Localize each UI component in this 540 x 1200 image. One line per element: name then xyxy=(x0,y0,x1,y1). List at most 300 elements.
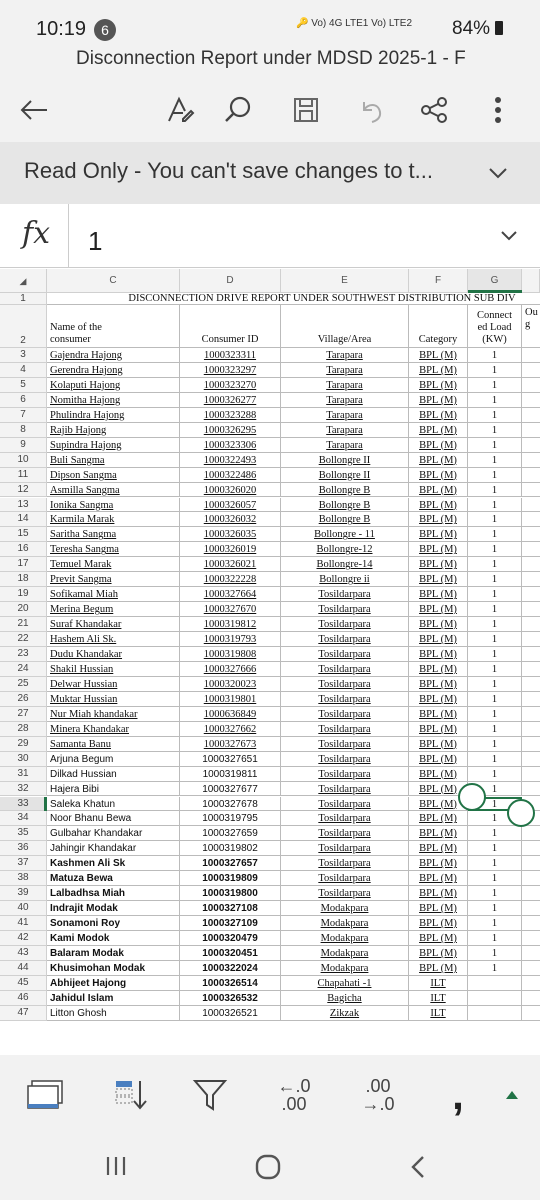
village-cell[interactable]: Tosildarpara xyxy=(281,767,409,782)
empty-cell[interactable] xyxy=(522,946,540,961)
load-cell[interactable]: 1 xyxy=(468,483,522,498)
column-header[interactable] xyxy=(522,269,540,293)
selection-handle-start[interactable] xyxy=(458,783,486,811)
row-header[interactable]: 42 xyxy=(0,931,47,946)
category-cell[interactable]: BPL (M) xyxy=(409,707,468,722)
row-header[interactable]: 17 xyxy=(0,557,47,572)
consumer-id-cell[interactable]: 1000323288 xyxy=(180,408,281,423)
load-cell[interactable]: 1 xyxy=(468,662,522,677)
empty-cell[interactable] xyxy=(522,617,540,632)
consumer-name-cell[interactable]: Dipson Sangma xyxy=(47,468,180,483)
village-cell[interactable]: Bagicha xyxy=(281,991,409,1006)
consumer-id-cell[interactable]: 1000319793 xyxy=(180,632,281,647)
village-cell[interactable]: Tosildarpara xyxy=(281,707,409,722)
consumer-name-cell[interactable]: Noor Bhanu Bewa xyxy=(47,811,180,826)
consumer-id-cell[interactable]: 1000319809 xyxy=(180,871,281,886)
empty-cell[interactable] xyxy=(522,886,540,901)
consumer-id-cell[interactable]: 1000326057 xyxy=(180,498,281,513)
consumer-id-cell[interactable]: 1000327651 xyxy=(180,752,281,767)
load-cell[interactable]: 1 xyxy=(468,632,522,647)
row-header[interactable]: 38 xyxy=(0,871,47,886)
village-cell[interactable]: Tosildarpara xyxy=(281,602,409,617)
empty-cell[interactable] xyxy=(522,572,540,587)
consumer-id-cell[interactable]: 1000320479 xyxy=(180,931,281,946)
row-header[interactable]: 40 xyxy=(0,901,47,916)
category-cell[interactable]: BPL (M) xyxy=(409,946,468,961)
load-cell[interactable]: 1 xyxy=(468,916,522,931)
row-header[interactable]: 39 xyxy=(0,886,47,901)
decrease-decimal-button[interactable] xyxy=(268,1069,320,1121)
consumer-name-cell[interactable]: Hajera Bibi xyxy=(47,782,180,797)
empty-cell[interactable] xyxy=(522,483,540,498)
row-header[interactable]: 37 xyxy=(0,856,47,871)
home-icon[interactable] xyxy=(254,1153,282,1181)
empty-cell[interactable] xyxy=(522,976,540,991)
category-cell[interactable]: BPL (M) xyxy=(409,797,468,812)
consumer-id-cell[interactable]: 1000319795 xyxy=(180,811,281,826)
consumer-id-cell[interactable]: 1000322493 xyxy=(180,453,281,468)
consumer-id-cell[interactable]: 1000322486 xyxy=(180,468,281,483)
village-cell[interactable]: Zikzak xyxy=(281,1006,409,1021)
consumer-name-cell[interactable]: Litton Ghosh xyxy=(47,1006,180,1021)
row-header[interactable]: 4 xyxy=(0,363,47,378)
consumer-name-cell[interactable]: Karmila Marak xyxy=(47,512,180,527)
consumer-name-cell[interactable]: Gerendra Hajong xyxy=(47,363,180,378)
consumer-id-cell[interactable]: 1000327678 xyxy=(180,797,281,812)
village-cell[interactable]: Tosildarpara xyxy=(281,587,409,602)
load-cell[interactable]: 1 xyxy=(468,946,522,961)
load-cell[interactable]: 1 xyxy=(468,886,522,901)
row-header[interactable]: 3 xyxy=(0,348,47,363)
consumer-id-cell[interactable]: 1000319801 xyxy=(180,692,281,707)
load-cell[interactable]: 1 xyxy=(468,602,522,617)
load-cell[interactable]: 1 xyxy=(468,647,522,662)
consumer-name-cell[interactable]: Nomitha Hajong xyxy=(47,393,180,408)
consumer-id-cell[interactable]: 1000326295 xyxy=(180,423,281,438)
expand-formula-icon[interactable] xyxy=(500,230,518,242)
row-header[interactable]: 2 xyxy=(0,305,47,348)
consumer-id-cell[interactable]: 1000326521 xyxy=(180,1006,281,1021)
category-cell[interactable]: BPL (M) xyxy=(409,468,468,483)
load-cell[interactable]: 1 xyxy=(468,707,522,722)
empty-cell[interactable] xyxy=(522,632,540,647)
consumer-name-cell[interactable]: Sonamoni Roy xyxy=(47,916,180,931)
category-cell[interactable]: BPL (M) xyxy=(409,782,468,797)
category-cell[interactable]: BPL (M) xyxy=(409,826,468,841)
consumer-id-cell[interactable]: 1000319812 xyxy=(180,617,281,632)
village-cell[interactable]: Tosildarpara xyxy=(281,782,409,797)
village-cell[interactable]: Bollongre B xyxy=(281,498,409,513)
consumer-name-cell[interactable]: Abhijeet Hajong xyxy=(47,976,180,991)
load-cell[interactable]: 1 xyxy=(468,363,522,378)
category-cell[interactable]: BPL (M) xyxy=(409,632,468,647)
empty-cell[interactable] xyxy=(522,991,540,1006)
consumer-name-cell[interactable]: Balaram Modak xyxy=(47,946,180,961)
row-header[interactable]: 15 xyxy=(0,527,47,542)
category-cell[interactable]: BPL (M) xyxy=(409,438,468,453)
empty-cell[interactable] xyxy=(522,393,540,408)
consumer-id-cell[interactable]: 1000327670 xyxy=(180,602,281,617)
empty-cell[interactable] xyxy=(522,557,540,572)
consumer-name-cell[interactable]: Saritha Sangma xyxy=(47,527,180,542)
village-cell[interactable]: Modakpara xyxy=(281,946,409,961)
load-cell[interactable]: 1 xyxy=(468,737,522,752)
consumer-id-cell[interactable]: 1000319808 xyxy=(180,647,281,662)
column-header[interactable]: E xyxy=(281,269,409,293)
consumer-id-cell[interactable]: 1000320023 xyxy=(180,677,281,692)
consumer-name-cell[interactable]: Kami Modok xyxy=(47,931,180,946)
consumer-name-cell[interactable]: Saleka Khatun xyxy=(47,797,180,812)
empty-cell[interactable] xyxy=(522,767,540,782)
empty-cell[interactable] xyxy=(522,752,540,767)
load-cell[interactable] xyxy=(468,1006,522,1021)
load-cell[interactable]: 1 xyxy=(468,453,522,468)
category-cell[interactable]: BPL (M) xyxy=(409,841,468,856)
consumer-id-cell[interactable]: 1000326514 xyxy=(180,976,281,991)
row-header[interactable]: 36 xyxy=(0,841,47,856)
consumer-id-cell[interactable]: 1000320451 xyxy=(180,946,281,961)
save-icon[interactable] xyxy=(286,90,326,130)
row-header[interactable]: 25 xyxy=(0,677,47,692)
load-cell[interactable]: 1 xyxy=(468,348,522,363)
village-cell[interactable]: Tosildarpara xyxy=(281,692,409,707)
village-cell[interactable]: Tarapara xyxy=(281,393,409,408)
village-cell[interactable]: Tosildarpara xyxy=(281,811,409,826)
category-cell[interactable]: BPL (M) xyxy=(409,617,468,632)
village-cell[interactable]: Tosildarpara xyxy=(281,886,409,901)
consumer-id-cell[interactable]: 1000326032 xyxy=(180,512,281,527)
load-cell[interactable]: 1 xyxy=(468,677,522,692)
row-header[interactable]: 24 xyxy=(0,662,47,677)
load-cell[interactable]: 1 xyxy=(468,423,522,438)
consumer-name-cell[interactable]: Merina Begum xyxy=(47,602,180,617)
row-header[interactable]: 19 xyxy=(0,587,47,602)
row-header[interactable]: 32 xyxy=(0,782,47,797)
column-header[interactable]: F xyxy=(409,269,468,293)
consumer-name-cell[interactable]: Kolaputi Hajong xyxy=(47,378,180,393)
category-cell[interactable]: BPL (M) xyxy=(409,483,468,498)
row-header[interactable]: 20 xyxy=(0,602,47,617)
empty-cell[interactable] xyxy=(522,692,540,707)
category-cell[interactable]: BPL (M) xyxy=(409,647,468,662)
back-icon[interactable] xyxy=(410,1155,426,1179)
read-only-banner[interactable] xyxy=(0,142,540,204)
village-cell[interactable]: Bollongre-14 xyxy=(281,557,409,572)
consumer-name-cell[interactable]: Rajib Hajong xyxy=(47,423,180,438)
consumer-id-cell[interactable]: 1000323270 xyxy=(180,378,281,393)
consumer-id-cell[interactable]: 1000323311 xyxy=(180,348,281,363)
category-cell[interactable]: ILT xyxy=(409,1006,468,1021)
category-cell[interactable]: ILT xyxy=(409,991,468,1006)
selection-handle-end[interactable] xyxy=(507,799,535,827)
village-cell[interactable]: Modakpara xyxy=(281,901,409,916)
empty-cell[interactable] xyxy=(522,871,540,886)
row-header[interactable]: 23 xyxy=(0,647,47,662)
row-header[interactable]: 35 xyxy=(0,826,47,841)
load-cell[interactable]: 1 xyxy=(468,512,522,527)
load-cell[interactable]: 1 xyxy=(468,527,522,542)
empty-cell[interactable] xyxy=(522,438,540,453)
empty-cell[interactable] xyxy=(522,468,540,483)
row-header[interactable]: 43 xyxy=(0,946,47,961)
empty-cell[interactable] xyxy=(522,662,540,677)
sort-icon[interactable] xyxy=(104,1069,156,1121)
header-category-cell[interactable] xyxy=(409,305,468,348)
category-cell[interactable]: BPL (M) xyxy=(409,542,468,557)
consumer-id-cell[interactable]: 1000326020 xyxy=(180,483,281,498)
category-cell[interactable]: BPL (M) xyxy=(409,408,468,423)
village-cell[interactable]: Tosildarpara xyxy=(281,797,409,812)
empty-cell[interactable] xyxy=(522,527,540,542)
village-cell[interactable]: Tarapara xyxy=(281,438,409,453)
consumer-id-cell[interactable]: 1000326277 xyxy=(180,393,281,408)
consumer-name-cell[interactable]: Suraf Khandakar xyxy=(47,617,180,632)
category-cell[interactable]: BPL (M) xyxy=(409,811,468,826)
consumer-name-cell[interactable]: Supindra Hajong xyxy=(47,438,180,453)
consumer-id-cell[interactable]: 1000326021 xyxy=(180,557,281,572)
empty-cell[interactable] xyxy=(522,602,540,617)
village-cell[interactable]: Tosildarpara xyxy=(281,826,409,841)
consumer-name-cell[interactable]: Lalbadhsa Miah xyxy=(47,886,180,901)
row-header[interactable]: 11 xyxy=(0,468,47,483)
consumer-id-cell[interactable]: 1000326019 xyxy=(180,542,281,557)
category-cell[interactable]: BPL (M) xyxy=(409,423,468,438)
load-cell[interactable]: 1 xyxy=(468,826,522,841)
consumer-id-cell[interactable]: 1000327673 xyxy=(180,737,281,752)
consumer-id-cell[interactable]: 1000327677 xyxy=(180,782,281,797)
empty-cell[interactable] xyxy=(522,542,540,557)
category-cell[interactable]: BPL (M) xyxy=(409,587,468,602)
row-header[interactable]: 7 xyxy=(0,408,47,423)
undo-icon[interactable] xyxy=(352,90,392,130)
row-header[interactable]: 46 xyxy=(0,991,47,1006)
consumer-name-cell[interactable]: Gajendra Hajong xyxy=(47,348,180,363)
village-cell[interactable]: Tarapara xyxy=(281,348,409,363)
village-cell[interactable]: Modakpara xyxy=(281,916,409,931)
row-header[interactable]: 30 xyxy=(0,752,47,767)
row-header[interactable]: 34 xyxy=(0,811,47,826)
column-header[interactable]: C xyxy=(47,269,180,293)
consumer-name-cell[interactable]: Indrajit Modak xyxy=(47,901,180,916)
load-cell[interactable]: 1 xyxy=(468,931,522,946)
increase-decimal-button[interactable] xyxy=(352,1069,404,1121)
load-cell[interactable]: 1 xyxy=(468,438,522,453)
draw-icon[interactable] xyxy=(160,90,200,130)
empty-cell[interactable] xyxy=(522,707,540,722)
load-cell[interactable]: 1 xyxy=(468,468,522,483)
consumer-name-cell[interactable]: Muktar Hussian xyxy=(47,692,180,707)
consumer-name-cell[interactable]: Temuel Marak xyxy=(47,557,180,572)
column-header[interactable]: D xyxy=(180,269,281,293)
row-header[interactable]: 44 xyxy=(0,961,47,976)
load-cell[interactable]: 1 xyxy=(468,782,522,797)
village-cell[interactable]: Bollongre B xyxy=(281,483,409,498)
consumer-id-cell[interactable]: 1000323306 xyxy=(180,438,281,453)
consumer-id-cell[interactable]: 1000327657 xyxy=(180,856,281,871)
load-cell[interactable]: 1 xyxy=(468,871,522,886)
village-cell[interactable]: Bollongre II xyxy=(281,453,409,468)
load-cell[interactable]: 1 xyxy=(468,617,522,632)
category-cell[interactable]: BPL (M) xyxy=(409,961,468,976)
expand-toolbar-icon[interactable] xyxy=(486,1069,538,1121)
consumer-name-cell[interactable]: Phulindra Hajong xyxy=(47,408,180,423)
load-cell[interactable]: 1 xyxy=(468,811,522,826)
category-cell[interactable]: BPL (M) xyxy=(409,737,468,752)
consumer-id-cell[interactable]: 1000319802 xyxy=(180,841,281,856)
row-header[interactable]: 27 xyxy=(0,707,47,722)
load-cell[interactable]: 1 xyxy=(468,752,522,767)
category-cell[interactable]: BPL (M) xyxy=(409,572,468,587)
load-cell[interactable] xyxy=(468,976,522,991)
consumer-name-cell[interactable]: Dilkad Hussian xyxy=(47,767,180,782)
filter-icon[interactable] xyxy=(184,1069,236,1121)
village-cell[interactable]: Tosildarpara xyxy=(281,617,409,632)
load-cell[interactable]: 1 xyxy=(468,542,522,557)
empty-cell[interactable] xyxy=(522,498,540,513)
row-header[interactable]: 31 xyxy=(0,767,47,782)
village-cell[interactable]: Modakpara xyxy=(281,931,409,946)
empty-cell[interactable] xyxy=(522,677,540,692)
back-arrow-icon[interactable] xyxy=(14,90,54,130)
cell-style-icon[interactable] xyxy=(20,1069,72,1121)
category-cell[interactable]: BPL (M) xyxy=(409,677,468,692)
category-cell[interactable]: BPL (M) xyxy=(409,363,468,378)
category-cell[interactable]: BPL (M) xyxy=(409,767,468,782)
category-cell[interactable]: BPL (M) xyxy=(409,886,468,901)
category-cell[interactable]: BPL (M) xyxy=(409,692,468,707)
load-cell[interactable]: 1 xyxy=(468,587,522,602)
load-cell[interactable]: 1 xyxy=(468,961,522,976)
consumer-id-cell[interactable]: 1000327664 xyxy=(180,587,281,602)
category-cell[interactable]: BPL (M) xyxy=(409,393,468,408)
row-header[interactable]: 47 xyxy=(0,1006,47,1021)
consumer-name-cell[interactable]: Nur Miah khandakar xyxy=(47,707,180,722)
village-cell[interactable]: Tarapara xyxy=(281,408,409,423)
consumer-name-cell[interactable]: Buli Sangma xyxy=(47,453,180,468)
consumer-id-cell[interactable]: 1000319811 xyxy=(180,767,281,782)
village-cell[interactable]: Tosildarpara xyxy=(281,677,409,692)
row-header[interactable]: 13 xyxy=(0,498,47,513)
village-cell[interactable]: Tosildarpara xyxy=(281,737,409,752)
consumer-id-cell[interactable]: 1000323297 xyxy=(180,363,281,378)
village-cell[interactable]: Bollongre B xyxy=(281,512,409,527)
empty-cell[interactable] xyxy=(522,931,540,946)
column-header[interactable]: G xyxy=(468,269,522,293)
consumer-name-cell[interactable]: Kashmen Ali Sk xyxy=(47,856,180,871)
consumer-name-cell[interactable]: Sofikamal Miah xyxy=(47,587,180,602)
consumer-name-cell[interactable]: Shakil Hussian xyxy=(47,662,180,677)
row-header[interactable]: 21 xyxy=(0,617,47,632)
empty-cell[interactable] xyxy=(522,408,540,423)
empty-cell[interactable] xyxy=(522,856,540,871)
row-header[interactable]: 5 xyxy=(0,378,47,393)
row-header[interactable]: 22 xyxy=(0,632,47,647)
village-cell[interactable]: Tosildarpara xyxy=(281,856,409,871)
consumer-id-cell[interactable]: 1000327659 xyxy=(180,826,281,841)
report-title-cell[interactable]: DISCONNECTION DRIVE REPORT UNDER SOUTHWEST DISTRIBUTION SUB DIV xyxy=(47,293,540,305)
consumer-id-cell[interactable]: 1000327108 xyxy=(180,901,281,916)
empty-cell[interactable] xyxy=(522,512,540,527)
empty-cell[interactable] xyxy=(522,782,540,797)
consumer-id-cell[interactable]: 1000326035 xyxy=(180,527,281,542)
load-cell[interactable]: 1 xyxy=(468,901,522,916)
empty-cell[interactable] xyxy=(522,363,540,378)
recent-apps-icon[interactable] xyxy=(104,1155,128,1177)
category-cell[interactable]: BPL (M) xyxy=(409,602,468,617)
village-cell[interactable]: Chapahati -1 xyxy=(281,976,409,991)
empty-cell[interactable] xyxy=(522,826,540,841)
village-cell[interactable]: Tosildarpara xyxy=(281,722,409,737)
empty-cell[interactable] xyxy=(522,916,540,931)
village-cell[interactable]: Tosildarpara xyxy=(281,662,409,677)
category-cell[interactable]: ILT xyxy=(409,976,468,991)
category-cell[interactable]: BPL (M) xyxy=(409,498,468,513)
load-cell[interactable]: 1 xyxy=(468,692,522,707)
category-cell[interactable]: BPL (M) xyxy=(409,871,468,886)
load-cell[interactable]: 1 xyxy=(468,408,522,423)
village-cell[interactable]: Tosildarpara xyxy=(281,752,409,767)
empty-cell[interactable] xyxy=(522,453,540,468)
header-consumer-id-cell[interactable] xyxy=(180,305,281,348)
category-cell[interactable]: BPL (M) xyxy=(409,527,468,542)
consumer-name-cell[interactable]: Teresha Sangma xyxy=(47,542,180,557)
row-header[interactable]: 1 xyxy=(0,293,47,305)
row-header[interactable]: 6 xyxy=(0,393,47,408)
category-cell[interactable]: BPL (M) xyxy=(409,557,468,572)
category-cell[interactable]: BPL (M) xyxy=(409,856,468,871)
village-cell[interactable]: Bollongre ii xyxy=(281,572,409,587)
consumer-name-cell[interactable]: Gulbahar Khandakar xyxy=(47,826,180,841)
consumer-id-cell[interactable]: 1000326532 xyxy=(180,991,281,1006)
village-cell[interactable]: Tosildarpara xyxy=(281,632,409,647)
search-icon[interactable] xyxy=(218,90,258,130)
consumer-name-cell[interactable]: Samanta Banu xyxy=(47,737,180,752)
consumer-name-cell[interactable]: Arjuna Begum xyxy=(47,752,180,767)
category-cell[interactable]: BPL (M) xyxy=(409,916,468,931)
consumer-name-cell[interactable]: Matuza Bewa xyxy=(47,871,180,886)
row-header[interactable]: 14 xyxy=(0,512,47,527)
consumer-id-cell[interactable]: 1000636849 xyxy=(180,707,281,722)
consumer-name-cell[interactable]: Previt Sangma xyxy=(47,572,180,587)
load-cell[interactable]: 1 xyxy=(468,393,522,408)
consumer-name-cell[interactable]: Jahingir Khandakar xyxy=(47,841,180,856)
consumer-id-cell[interactable]: 1000327109 xyxy=(180,916,281,931)
consumer-id-cell[interactable]: 1000322228 xyxy=(180,572,281,587)
village-cell[interactable]: Bollongre-12 xyxy=(281,542,409,557)
row-header[interactable]: 8 xyxy=(0,423,47,438)
row-header[interactable]: 10 xyxy=(0,453,47,468)
spreadsheet-grid[interactable] xyxy=(0,269,540,1055)
consumer-name-cell[interactable]: Dudu Khandakar xyxy=(47,647,180,662)
row-header[interactable]: 18 xyxy=(0,572,47,587)
village-cell[interactable]: Tosildarpara xyxy=(281,841,409,856)
village-cell[interactable]: Bollongre II xyxy=(281,468,409,483)
load-cell[interactable]: 1 xyxy=(468,841,522,856)
category-cell[interactable]: BPL (M) xyxy=(409,931,468,946)
chevron-down-icon[interactable] xyxy=(488,166,508,180)
category-cell[interactable]: BPL (M) xyxy=(409,662,468,677)
category-cell[interactable]: BPL (M) xyxy=(409,722,468,737)
empty-cell[interactable] xyxy=(522,647,540,662)
consumer-id-cell[interactable]: 1000319800 xyxy=(180,886,281,901)
empty-cell[interactable] xyxy=(522,378,540,393)
row-header[interactable]: 16 xyxy=(0,542,47,557)
category-cell[interactable]: BPL (M) xyxy=(409,512,468,527)
row-header[interactable]: 9 xyxy=(0,438,47,453)
load-cell[interactable]: 1 xyxy=(468,378,522,393)
consumer-name-cell[interactable]: Delwar Hussian xyxy=(47,677,180,692)
consumer-name-cell[interactable]: Hashem Ali Sk. xyxy=(47,632,180,647)
